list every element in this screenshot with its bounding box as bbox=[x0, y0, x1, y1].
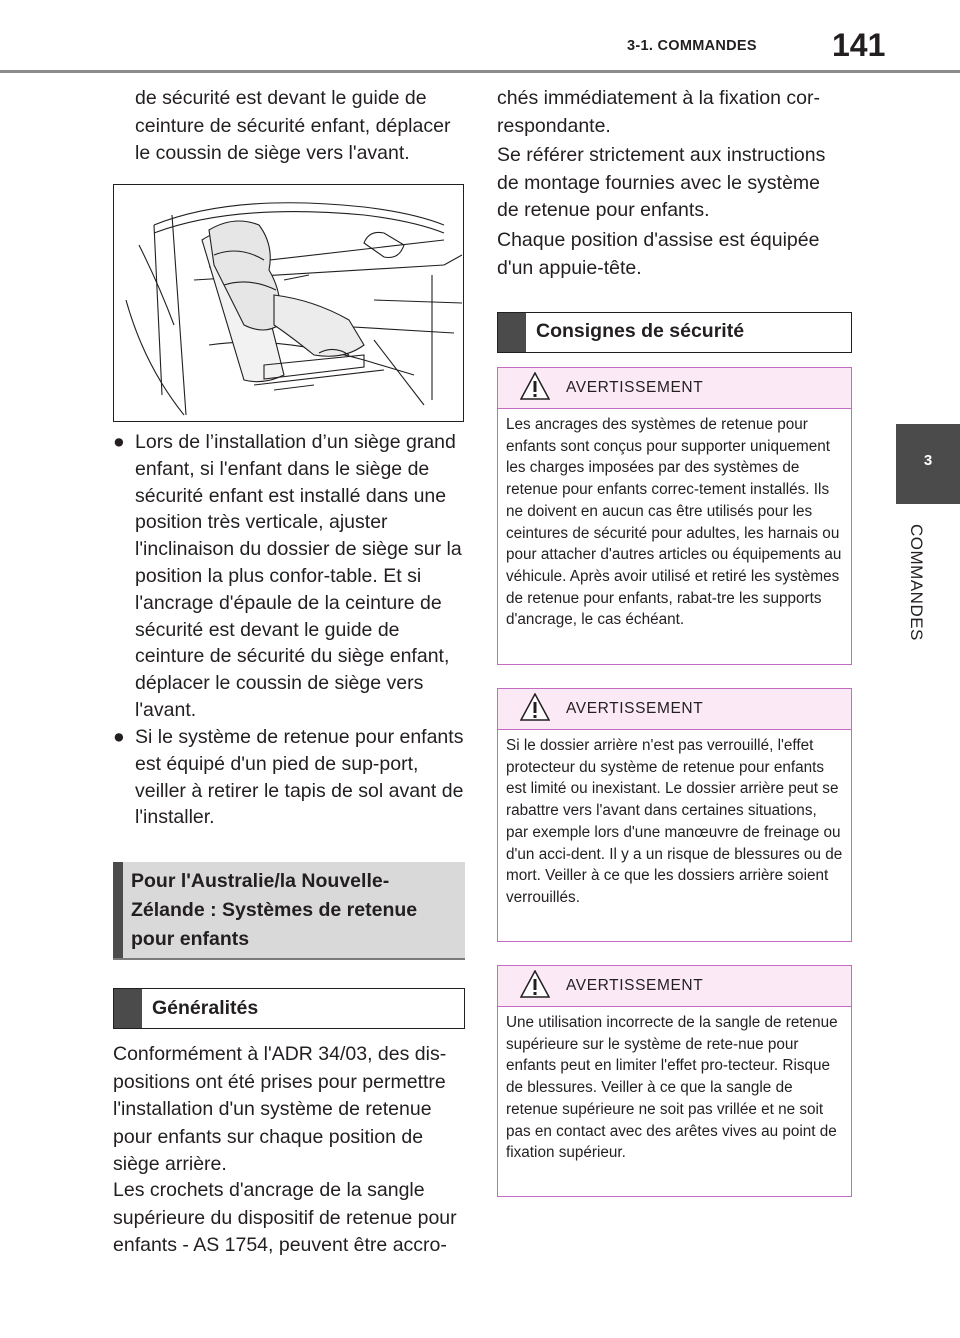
section-heading-text: Pour l'Australie/la Nouvelle-Zélande : Systèmes de retenue pour enfants bbox=[131, 870, 418, 950]
warning-header bbox=[498, 966, 851, 1007]
chapter-label: COMMANDES bbox=[907, 524, 926, 641]
warning-triangle-icon bbox=[520, 372, 550, 400]
subheading-text: Consignes de sécurité bbox=[536, 320, 745, 342]
bullet-icon: ● bbox=[113, 431, 125, 453]
bullet-item bbox=[113, 429, 465, 724]
warning-box bbox=[497, 688, 852, 942]
subheading-generalites bbox=[113, 988, 465, 1029]
paragraph: chés immédiatement à la fixation cor-respondante. bbox=[497, 87, 820, 137]
child-seat-drawing bbox=[114, 185, 462, 420]
warning-title: AVERTISSEMENT bbox=[566, 977, 704, 994]
warning-title: AVERTISSEMENT bbox=[566, 379, 704, 396]
chapter-label-vertical bbox=[906, 524, 928, 644]
page-number: 141 bbox=[832, 27, 886, 63]
warning-text: Une utilisation incorrecte de la sangle de retenue supérieure sur le système de rete-nue pour enfants peut en limiter l'effet pro-tecteur. Risque de blessures. Veiller à ce que la sangle de retenue supérieure ne soit pas vrillée et ne soit pas en contact avec des arêtes vives au point de fixation supérieur. bbox=[506, 1014, 838, 1162]
child-seat-illustration bbox=[113, 184, 464, 422]
paragraph: Les crochets d'ancrage de la sangle supérieure du dispositif de retenue pour enfants - AS 1754, peuvent être accro- bbox=[113, 1179, 457, 1256]
paragraph: Se référer strictement aux instructions de montage fournies avec le système de retenue pour enfants. bbox=[497, 144, 826, 221]
warning-box bbox=[497, 367, 852, 665]
bullet-icon: ● bbox=[113, 726, 125, 748]
heading-accent-bar bbox=[114, 989, 142, 1028]
subheading-text: Généralités bbox=[152, 997, 259, 1019]
warning-box bbox=[497, 965, 852, 1197]
bullet-text: Si le système de retenue pour enfants est équipé d'un pied de sup-port, veiller à retirer le tapis de sol avant de l'installer. bbox=[135, 726, 464, 829]
bullet-text: Lors de l’installation d’un siège grand enfant, si l'enfant dans le siège de sécurité enfant est installé dans une position très verticale, ajuster l'inclinaison du dossier de siège sur la position la plus confor-table. Et si l'ancrage d'épaule de la ceinture de sécurité est devant le guide de ceinture de sécurité du siège enfant, déplacer le coussin de siège vers l'avant. bbox=[135, 431, 462, 721]
warning-title: AVERTISSEMENT bbox=[566, 700, 704, 717]
chapter-tab bbox=[896, 424, 960, 504]
bullet-item bbox=[113, 724, 465, 831]
warning-text: Si le dossier arrière n'est pas verrouillé, l'effet protecteur du système de retenue pour enfants est limité ou inexistant. Le dossier arrière peut se rabattre vers l'avant dans certaines situations, par exemple lors d'une manœuvre de freinage ou d'un acci-dent. Il y a un risque de blessures ou de mort. Veiller à ce que les dossiers arrière soient verrouillés. bbox=[506, 737, 843, 906]
paragraph: Chaque position d'assise est équipée d'un appuie-tête. bbox=[497, 229, 820, 279]
intro-text: de sécurité est devant le guide de ceinture de sécurité enfant, déplacer le coussin de siège vers l'avant. bbox=[135, 87, 451, 164]
header-divider bbox=[0, 70, 960, 73]
section-heading bbox=[113, 862, 465, 960]
paragraph: Conformément à l'ADR 34/03, des dis-positions ont été prises pour permettre l'installation d'un système de retenue pour enfants sur chaque position de siège arrière. bbox=[113, 1043, 447, 1175]
heading-accent-bar bbox=[498, 313, 526, 352]
warning-triangle-icon bbox=[520, 970, 550, 998]
heading-accent-bar bbox=[113, 862, 123, 958]
warning-header bbox=[498, 368, 851, 409]
warning-triangle-icon bbox=[520, 693, 550, 721]
section-title: 3-1. COMMANDES bbox=[627, 38, 757, 54]
subheading-consignes bbox=[497, 312, 852, 353]
chapter-number: 3 bbox=[923, 452, 933, 469]
warning-header bbox=[498, 689, 851, 730]
warning-text: Les ancrages des systèmes de retenue pour enfants sont conçus pour supporter uniquement les charges imposées par des systèmes de retenue pour enfants correc-tement installés. Ils ne doivent en aucun cas être utilisés pour les ceintures de sécurité pour adultes, les harnais ou pour attacher d'autres articles ou équipements au véhicule. Après avoir utilisé et retiré les systèmes de retenue pour enfants, rabat-tre les supports d'ancrage, le cas échéant. bbox=[506, 416, 842, 629]
